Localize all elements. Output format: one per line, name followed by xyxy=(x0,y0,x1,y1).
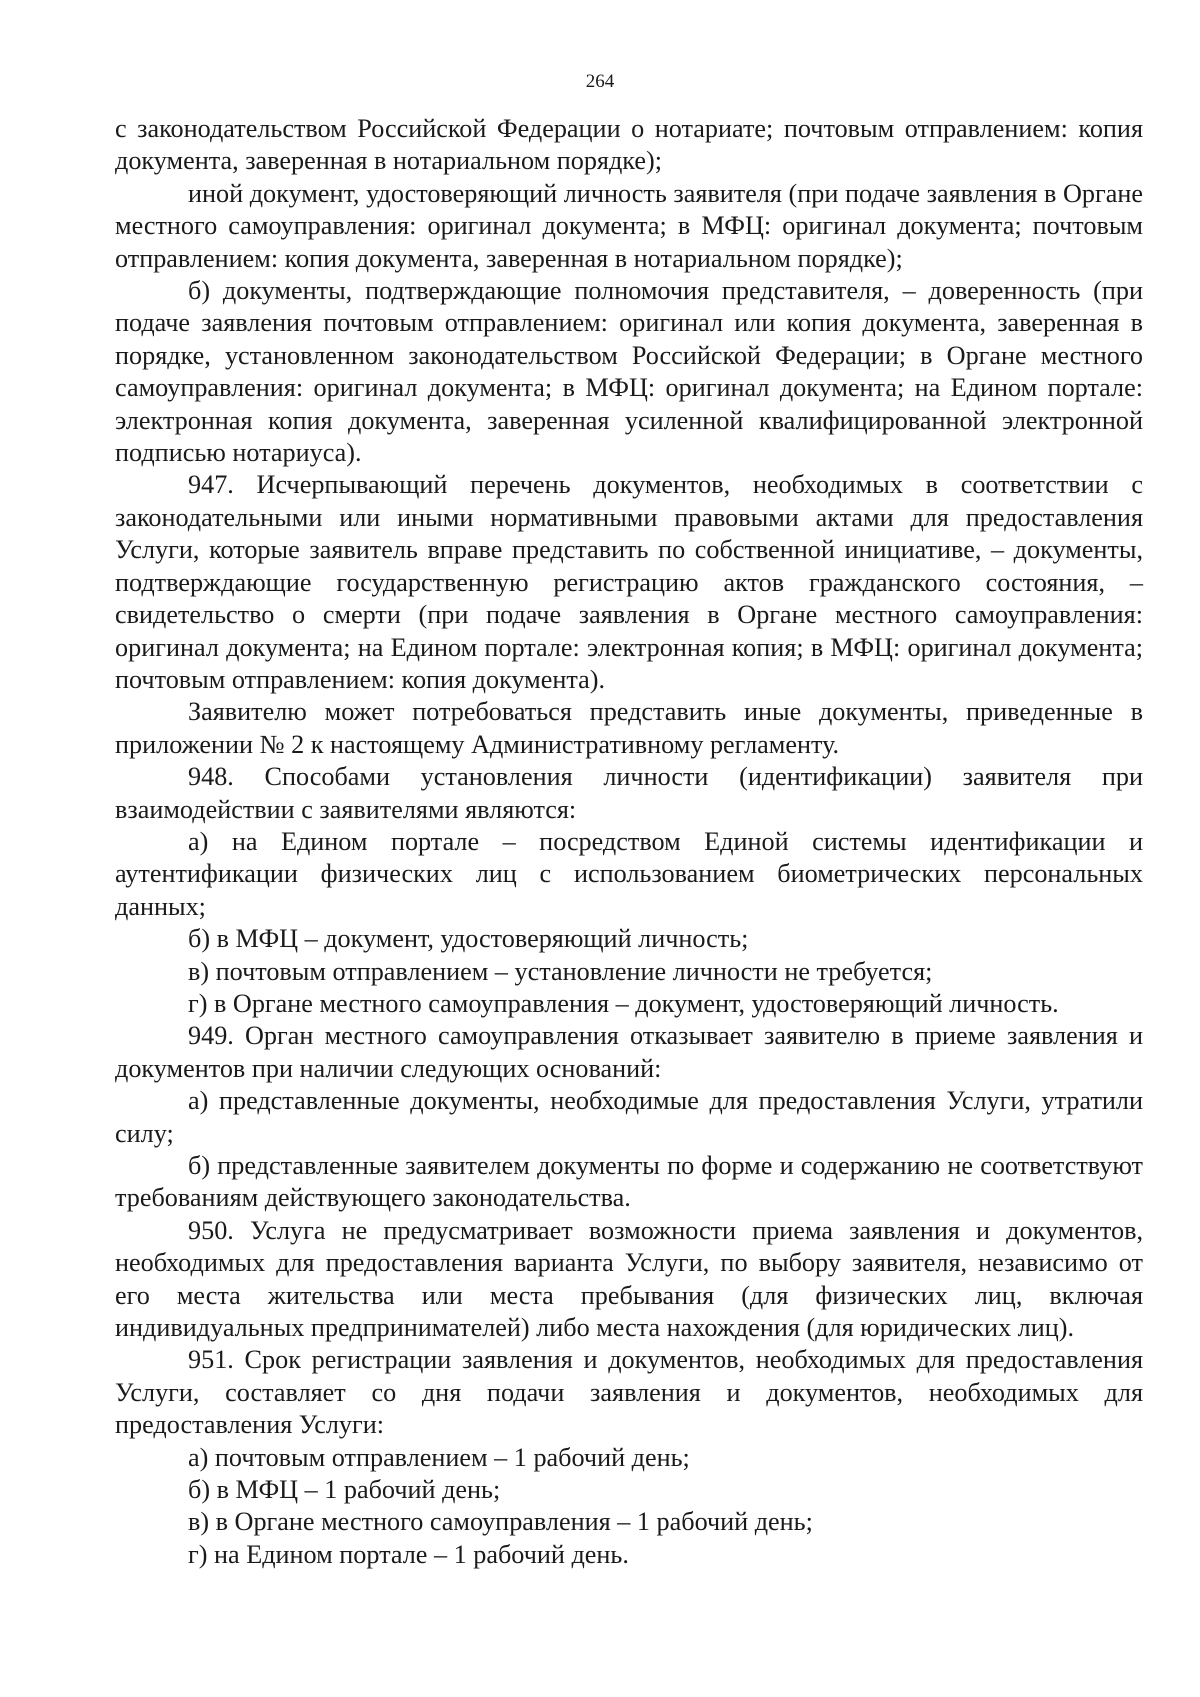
list-item-948-v: в) почтовым отправлением – установление личности не требуется; xyxy=(188,956,933,986)
paragraph-continuation: с законодательством Российской Федерации о нотариате; почтовым отправлением: копия документа, заверенная в нотариальном порядке); xyxy=(115,114,1143,176)
paragraph-950: 950. Услуга не предусматривает возможности приема заявления и документов, необходимых для предоставления варианта Услуги, по выбору заявителя, независимо от его места жительства или места пребывания (для физических лиц, включая индивидуальных предпринимателей) либо места нахождения (для юридических лиц). xyxy=(115,1215,1143,1343)
paragraph-947: 947. Исчерпывающий перечень документов, необходимых в соответствии с законодательными или иными нормативными правовыми актами для предоставления Услуги, которые заявитель вправе представить по собственной инициативе, – документы, подтверждающие государственную регистрацию актов гражданского состояния, – свидетельство о смерти (при подаче заявления в Органе местного самоуправления: оригинал документа; на Едином портале: электронная копия; в МФЦ: оригинал документа; почтовым отправлением: копия документа). xyxy=(115,470,1143,694)
page-number: 264 xyxy=(585,71,615,92)
list-item-951-g: г) на Едином портале – 1 рабочий день. xyxy=(188,1539,629,1569)
list-item-949-a: а) представленные документы, необходимые для предоставления Услуги, утратили силу; xyxy=(115,1086,1143,1148)
paragraph-951: 951. Срок регистрации заявления и документов, необходимых для предоставления Услуги, составляет со дня подачи заявления и документов, необходимых для предоставления Услуги: xyxy=(115,1345,1143,1440)
paragraph-appendix-note: Заявителю может потребоваться представить иные документы, приведенные в приложении № 2 к настоящему Административному регламенту. xyxy=(115,697,1143,759)
paragraph-representative-documents: б) документы, подтверждающие полномочия представителя, – доверенность (при подаче заявления почтовым отправлением: оригинал или копия документа, заверенная в порядке, установленном законодательством Российской Федерации; в Органе местного самоуправления: оригинал документа; в МФЦ: оригинал документа; на Едином портале: электронная копия документа, заверенная усиленной квалифицированной электронной подписью нотариуса). xyxy=(115,276,1143,468)
list-item-948-g: г) в Органе местного самоуправления – документ, удостоверяющий личность. xyxy=(188,988,1059,1018)
list-item-948-b: б) в МФЦ – документ, удостоверяющий личность; xyxy=(188,924,749,954)
paragraph-other-id-document: иной документ, удостоверяющий личность заявителя (при подаче заявления в Органе местного самоуправления: оригинал документа; в МФЦ: оригинал документа; почтовым отправлением: копия документа, заверенная в нотариальном порядке); xyxy=(115,178,1143,273)
list-item-948-a: а) на Едином портале – посредством Единой системы идентификации и аутентификации физических лиц с использованием биометрических персональных данных; xyxy=(115,826,1143,921)
list-item-951-v: в) в Органе местного самоуправления – 1 рабочий день; xyxy=(188,1507,813,1537)
list-item-951-b: б) в МФЦ – 1 рабочий день; xyxy=(188,1475,501,1505)
paragraph-948: 948. Способами установления личности (идентификации) заявителя при взаимодействии с заявителями являются: xyxy=(115,762,1143,824)
list-item-949-b: б) представленные заявителем документы по форме и содержанию не соответствуют требованиям действующего законодательства. xyxy=(115,1151,1143,1213)
document-body xyxy=(115,113,1143,1571)
list-item-951-a: а) почтовым отправлением – 1 рабочий день; xyxy=(188,1442,690,1472)
paragraph-949: 949. Орган местного самоуправления отказывает заявителю в приеме заявления и документов при наличии следующих оснований: xyxy=(115,1021,1143,1083)
